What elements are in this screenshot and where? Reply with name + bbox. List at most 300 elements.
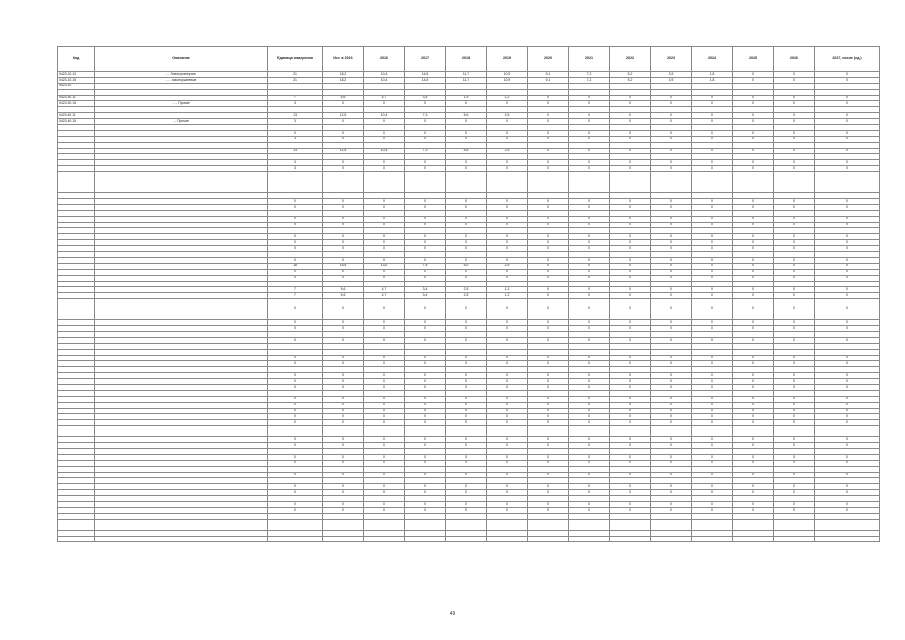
table-cell: 0 [364,408,405,414]
table-cell: 0 [528,101,569,107]
table-cell: 0 [815,263,880,269]
row-code [58,519,95,530]
table-cell: 0 [774,460,815,466]
table-cell: 0 [487,160,528,166]
table-cell: 0 [692,216,733,222]
column-header: 2019 [487,47,528,72]
table-cell: 0 [268,502,323,508]
table-cell: 0 [405,240,446,246]
table-cell: 0 [569,299,610,320]
table-cell: 0 [528,222,569,228]
table-cell: 0 [268,379,323,385]
table-cell: 0 [774,160,815,166]
table-cell: 0 [487,119,528,125]
table-cell: 7 [268,95,323,101]
column-header: 2022 [610,47,651,72]
table-cell [651,519,692,530]
table-cell: 0 [446,414,487,420]
table-cell: 0 [323,130,364,136]
table-cell: 0 [733,72,774,78]
table-cell: 0 [774,293,815,299]
table-cell: 0 [610,222,651,228]
table-cell: 0 [569,246,610,252]
table-cell: 0 [815,299,880,320]
table-cell: 0 [528,361,569,367]
table-cell [446,426,487,437]
table-cell: 0 [446,502,487,508]
table-cell: 0 [815,95,880,101]
table-cell: 0 [692,130,733,136]
table-cell: 0 [268,484,323,490]
table-cell: 0 [569,160,610,166]
table-cell: 0 [487,275,528,281]
table-cell: 0 [692,287,733,293]
table-cell: 0 [405,199,446,205]
table-cell: 0 [692,269,733,275]
table-cell: 0 [651,454,692,460]
row-description [95,172,268,193]
table-cell: 0 [774,355,815,361]
table-cell: 0 [733,222,774,228]
table-cell: 0 [651,361,692,367]
table-cell: 0 [528,408,569,414]
table-cell: 0 [364,420,405,426]
table-cell: 0 [268,396,323,402]
table-cell: 0 [692,275,733,281]
table-cell: 0 [610,160,651,166]
table-cell: 10,4 [364,72,405,78]
table-cell: 0 [774,454,815,460]
table-cell: 0 [487,222,528,228]
table-cell: 0 [692,293,733,299]
table-cell: 0 [446,216,487,222]
table-cell: 0 [364,379,405,385]
table-cell: 0 [774,337,815,343]
table-cell: 0 [569,384,610,390]
table-cell: 0 [692,484,733,490]
table-cell: 0 [528,160,569,166]
column-header: Ист. в 2016 [323,47,364,72]
table-cell: 0 [268,490,323,496]
table-cell: 0 [774,148,815,154]
table-cell: 1,2 [487,287,528,293]
table-cell: 0 [733,234,774,240]
table-cell: 0 [323,507,364,513]
row-description: - - - Прочие [95,101,268,107]
table-cell: 0 [405,326,446,332]
row-description [95,299,268,320]
table-cell: 0 [268,130,323,136]
table-cell: 0 [692,355,733,361]
table-cell: 7,2 [569,72,610,78]
table-cell: 0 [651,484,692,490]
table-cell [268,426,323,437]
table-cell: 4,7 [364,95,405,101]
table-cell: 0 [323,269,364,275]
table-cell: 0 [364,437,405,443]
table-cell: 0 [268,246,323,252]
table-cell: 0 [610,443,651,449]
table-cell: 0 [268,326,323,332]
table-cell: 0 [323,396,364,402]
table-cell: 0 [610,437,651,443]
table-cell: 0 [815,361,880,367]
table-cell: 0 [446,355,487,361]
table-cell: 0 [815,337,880,343]
table-cell: 0 [651,95,692,101]
table-cell: 0 [323,472,364,478]
table-cell: 0 [815,490,880,496]
table-cell: 0 [446,326,487,332]
table-cell: 0 [733,269,774,275]
table-cell [692,172,733,193]
table-cell: 0 [692,396,733,402]
table-cell: 0 [268,216,323,222]
table-cell: 0 [569,320,610,326]
table-cell: 3 [268,119,323,125]
table-cell: 0 [446,384,487,390]
table-cell: 0 [651,402,692,408]
table-cell [446,172,487,193]
table-cell: 0 [815,472,880,478]
table-cell: 0 [487,454,528,460]
table-cell: 0 [610,402,651,408]
table-cell: 0 [610,396,651,402]
table-cell: 0 [487,408,528,414]
table-cell: 0 [569,337,610,343]
table-cell: 0 [364,269,405,275]
table-cell: 0 [569,275,610,281]
table-cell: 0 [692,490,733,496]
table-cell: 2,5 [487,263,528,269]
table-cell: 0 [774,101,815,107]
table-cell: 0 [815,240,880,246]
table-cell: 13 [268,148,323,154]
row-description [95,426,268,437]
table-cell: 0 [733,136,774,142]
table-cell: 0 [446,119,487,125]
table-cell: 0 [774,408,815,414]
table-cell: 1,9 [446,95,487,101]
table-cell: 0 [268,414,323,420]
table-cell: 0 [692,408,733,414]
table-cell: 0 [405,396,446,402]
table-cell: 0 [651,160,692,166]
table-cell: 0 [405,355,446,361]
table-cell: 0 [405,246,446,252]
table-cell: 0 [733,355,774,361]
table-cell: 0 [528,95,569,101]
table-cell [815,172,880,193]
table-cell: 0 [692,437,733,443]
table-cell: 0 [569,119,610,125]
table-cell: 3 [268,160,323,166]
table-cell: 0 [487,234,528,240]
table-cell: 0 [487,402,528,408]
table-cell: 0 [364,361,405,367]
table-cell: 0 [733,130,774,136]
table-cell: 0 [774,484,815,490]
table-cell: 0 [268,507,323,513]
table-cell [405,519,446,530]
table-cell: 0 [733,199,774,205]
table-cell: 0 [692,320,733,326]
table-cell [610,172,651,193]
table-cell: 0 [364,101,405,107]
table-cell: 0 [528,472,569,478]
table-cell: 0 [405,460,446,466]
table-cell: 0 [774,234,815,240]
table-cell: 0 [569,507,610,513]
table-cell [815,426,880,437]
table-cell: 7,3 [405,113,446,119]
table-cell: 0 [692,507,733,513]
table-cell: 0 [610,113,651,119]
table-cell: 0 [733,361,774,367]
table-cell: 0 [528,293,569,299]
table-body [58,72,880,542]
table-cell: 0 [487,326,528,332]
table-cell: 0 [528,490,569,496]
table-cell: 0 [815,160,880,166]
table-cell: 0 [774,299,815,320]
table-cell: 0 [651,287,692,293]
table-cell: 0 [405,130,446,136]
table-cell: 0 [569,373,610,379]
table-cell: 3,4 [405,287,446,293]
table-cell: 0 [774,204,815,210]
table-cell: 0 [774,263,815,269]
table-cell: 0 [733,299,774,320]
table-cell: 0 [774,216,815,222]
table-cell: 5,2 [610,77,651,83]
table-cell: 0 [610,204,651,210]
table-cell [446,519,487,530]
table-cell: 0 [569,216,610,222]
table-cell: 0 [733,148,774,154]
table-cell: 0 [610,326,651,332]
table-cell: 0 [323,484,364,490]
table-cell: 0 [364,275,405,281]
table-cell: 0 [323,204,364,210]
table-cell: 0 [774,72,815,78]
table-cell: 0 [733,507,774,513]
table-cell: 0 [487,337,528,343]
table-cell: 0 [774,257,815,263]
table-cell: 0 [774,396,815,402]
table-cell: 0 [815,287,880,293]
table-cell: 0 [364,490,405,496]
table-cell: 0 [268,337,323,343]
table-cell: 0 [815,77,880,83]
column-header: 2023 [651,47,692,72]
table-cell: 21 [268,77,323,83]
table-cell: 0 [569,257,610,263]
table-cell: 15,5 [323,263,364,269]
table-cell: 5,2 [610,72,651,78]
table-cell [405,536,446,542]
table-cell: 2,5 [446,293,487,299]
table-cell [487,519,528,530]
table-cell: 0 [610,216,651,222]
table-cell: 0 [405,384,446,390]
table-cell [774,172,815,193]
row-description: - - Прочие [95,119,268,125]
row-description [95,536,268,542]
table-cell: 7,5 [405,263,446,269]
row-code: 0423.40.15 [58,119,95,125]
table-cell: 0 [528,199,569,205]
table-cell: 0 [528,420,569,426]
row-code: 0423.10.13 [58,72,95,78]
table-cell [268,519,323,530]
table-cell: 0 [610,320,651,326]
table-cell: 0 [446,101,487,107]
table-cell: 0 [323,199,364,205]
table-cell: 1,2 [487,95,528,101]
table-cell: 0 [364,502,405,508]
table-cell: 0 [405,257,446,263]
table-cell: 0 [323,216,364,222]
table-cell: 0 [446,275,487,281]
table-cell: 0 [610,263,651,269]
table-cell: 0 [692,160,733,166]
table-cell: 0 [651,320,692,326]
table-cell: 0 [733,246,774,252]
table-cell: 0 [651,384,692,390]
table-cell: 0 [774,130,815,136]
table-cell: 0 [268,269,323,275]
table-cell: 0 [446,269,487,275]
table-cell: 0 [364,414,405,420]
table-cell: 0 [610,199,651,205]
table-cell [651,426,692,437]
table-cell [405,172,446,193]
table-cell [405,426,446,437]
table-cell: 0 [569,420,610,426]
table-cell: 0 [446,320,487,326]
table-cell: 0 [815,199,880,205]
table-cell: 0 [815,379,880,385]
table-cell: 0 [692,299,733,320]
table-cell: 0 [569,414,610,420]
table-cell: 0 [364,246,405,252]
table-cell: 0 [487,130,528,136]
table-cell [692,426,733,437]
table-cell: 0 [815,502,880,508]
table-cell [733,519,774,530]
table-cell: 0 [364,355,405,361]
table-cell: 0 [569,326,610,332]
table-cell: 0 [774,472,815,478]
table-cell: 0 [733,240,774,246]
table-cell: 0 [610,275,651,281]
table-cell: 0 [651,373,692,379]
table-cell: 0 [815,402,880,408]
table-cell: 0 [651,326,692,332]
table-cell: 0 [733,502,774,508]
table-cell: 0 [651,148,692,154]
table-cell: 0 [268,384,323,390]
table-cell [569,426,610,437]
table-cell: 0 [528,299,569,320]
table-cell: 0 [446,396,487,402]
table-cell: 0 [774,384,815,390]
table-cell: 0 [815,275,880,281]
table-cell: 0 [528,234,569,240]
table-cell: 0 [774,275,815,281]
table-cell: 3,9 [651,72,692,78]
table-cell: 0 [364,130,405,136]
table-cell [268,536,323,542]
table-cell: 0 [569,293,610,299]
table-cell: 0 [405,166,446,172]
table-cell: 0 [610,408,651,414]
table-cell: 0 [268,275,323,281]
table-cell: 0 [692,326,733,332]
table-cell: 18 [268,263,323,269]
table-cell: 0 [733,77,774,83]
table-cell: 0 [446,408,487,414]
table-cell: 0 [815,437,880,443]
table-cell: 1,2 [487,293,528,299]
table-cell: 0 [651,355,692,361]
table-cell: 0 [815,234,880,240]
table-cell: 0 [405,454,446,460]
table-cell: 0 [815,113,880,119]
table-cell: 0 [364,396,405,402]
table-cell: 0 [733,119,774,125]
table-cell: 0 [487,507,528,513]
table-cell: 0 [569,199,610,205]
table-cell: 0 [487,101,528,107]
table-cell: 0 [610,269,651,275]
column-header: 2026 [774,47,815,72]
table-cell: 0 [446,507,487,513]
table-cell [692,536,733,542]
table-cell: 0 [692,199,733,205]
table-cell: 0 [569,204,610,210]
table-cell: 0 [487,257,528,263]
table-cell: 0 [815,443,880,449]
table-cell: 10,4 [364,77,405,83]
table-cell: 0 [405,160,446,166]
table-cell: 0 [446,199,487,205]
table-cell: 0 [692,95,733,101]
table-cell: 0 [569,136,610,142]
table-cell: 0 [323,337,364,343]
table-cell: 0 [815,507,880,513]
table-cell: 0 [364,216,405,222]
table-cell: 0 [528,275,569,281]
table-cell: 0 [323,384,364,390]
table-cell: 5,0 [446,263,487,269]
table-cell: 0 [733,460,774,466]
table-cell: 0 [733,373,774,379]
table-cell: 0 [487,420,528,426]
table-cell: 0 [733,384,774,390]
row-code [58,426,95,437]
table-cell: 0 [610,454,651,460]
table-cell: 0 [528,204,569,210]
table-cell: 0 [364,257,405,263]
table-cell: 0 [774,402,815,408]
table-cell: 0 [692,204,733,210]
table-cell: 0 [610,373,651,379]
table-cell: 0 [528,263,569,269]
table-cell: 0 [815,257,880,263]
table-cell: 0 [323,454,364,460]
